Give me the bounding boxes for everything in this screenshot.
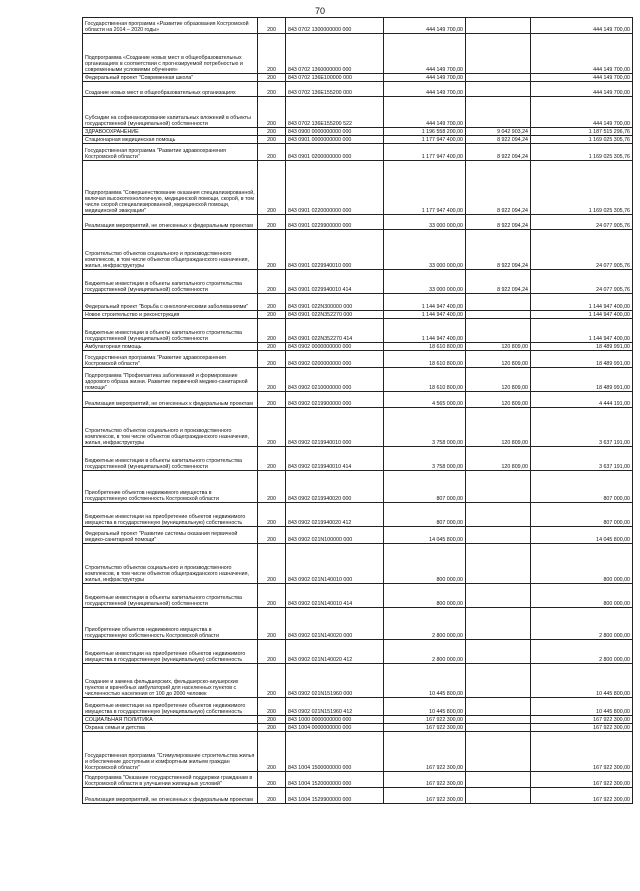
row-region: 1 169 025 305,76 [531,161,633,215]
row-region: 4 444 191,00 [531,392,633,408]
row-code: 843 0702 1360000000 000 [286,34,384,74]
table-row [83,128,633,136]
row-region: 2 800 000,00 [531,640,633,664]
row-name: Бюджетные инвестиции в объекты капитального строительства государственной (муниципальной) собственности [83,319,258,343]
row-name: Федеральный проект "Современная школа" [83,74,258,82]
row-federal [466,724,531,732]
row-region: 1 169 025 305,76 [531,136,633,144]
row-region: 167 922 300,00 [531,772,633,788]
table-row [83,215,633,230]
row-name: Федеральный проект "Развитие системы оказания первичной медико-санитарной помощи" [83,527,258,544]
row-code: 843 0901 022N300000 000 [286,294,384,311]
row-total: 2 800 000,00 [384,640,466,664]
row-vid: 200 [258,447,286,471]
row-code: 843 0901 0000000000 000 [286,136,384,144]
row-code: 843 0702 136E155200 000 [286,82,384,97]
row-federal: 8 922 094,24 [466,161,531,215]
row-region: 167 922 300,00 [531,724,633,732]
row-code: 843 0702 1300000000 000 [286,18,384,34]
row-code: 843 0902 0219940020 000 [286,471,384,503]
row-code: 843 0902 021N140010 000 [286,544,384,584]
table-row [83,698,633,716]
table-row [83,732,633,772]
table-row [83,716,633,724]
row-vid: 200 [258,503,286,527]
row-federal: 8 922 094,24 [466,215,531,230]
row-name: Бюджетные инвестиции на приобретение объектов недвижимого имущества в государственную (муниципальную) собственность [83,503,258,527]
table-row [83,82,633,97]
row-code: 843 0902 0000000000 000 [286,343,384,351]
row-code: 843 0901 0200000000 000 [286,144,384,161]
row-name: Подпрограмма "Профилактика заболеваний и формирование здорового образа жизни. Развитие первичной медико-санитарной помощи" [83,368,258,392]
row-total: 18 610 800,00 [384,368,466,392]
row-vid: 200 [258,97,286,128]
row-total: 1 144 947 400,00 [384,311,466,319]
row-total: 1 177 947 400,00 [384,136,466,144]
row-vid: 200 [258,18,286,34]
row-federal [466,82,531,97]
row-name: Строительство объектов социального и производственного комплексов, в том числе объектов общегражданского назначения, жилья, инфраструктуры [83,544,258,584]
row-federal: 8 922 094,24 [466,230,531,270]
row-code: 843 0902 021N140020 412 [286,640,384,664]
row-federal [466,664,531,698]
row-name: Реализация мероприятий, не отнесенных к федеральным проектам [83,215,258,230]
row-code: 843 0902 0219900000 000 [286,392,384,408]
table-row [83,503,633,527]
row-vid: 200 [258,698,286,716]
row-federal: 120 809,00 [466,343,531,351]
row-name: СОЦИАЛЬНАЯ ПОЛИТИКА [83,716,258,724]
row-vid: 200 [258,294,286,311]
table-row [83,294,633,311]
row-vid: 200 [258,544,286,584]
row-name: ЗДРАВООХРАНЕНИЕ [83,128,258,136]
row-code: 843 0902 021N100000 000 [286,527,384,544]
row-code: 843 0902 0219940010 000 [286,408,384,447]
row-federal: 120 809,00 [466,368,531,392]
row-total: 800 000,00 [384,584,466,608]
row-name: Подпрограмма "Совершенствование оказания специализированной, включая высокотехнологичную, медицинской помощи, скорой, в том числе скорой специализированной, медицинской помощи, медицинской эвакуации" [83,161,258,215]
row-name: Новое строительство и реконструкция [83,311,258,319]
row-vid: 200 [258,608,286,640]
row-name: Реализация мероприятий, не отнесенных к федеральным проектам [83,392,258,408]
row-federal [466,608,531,640]
row-region: 800 000,00 [531,544,633,584]
row-code: 843 1000 0000000000 000 [286,716,384,724]
row-name: Подпрограмма "Оказание государственной поддержки гражданам в Костромской области в улучшении жилищных условий" [83,772,258,788]
row-code: 843 0702 136E100000 000 [286,74,384,82]
table-row [83,270,633,294]
row-total: 444 149 700,00 [384,97,466,128]
table-row [83,368,633,392]
row-region: 18 489 991,00 [531,343,633,351]
row-total: 3 758 000,00 [384,447,466,471]
row-name: Приобретение объектов недвижимого имущества в государственную собственность Костромской области [83,471,258,503]
row-federal [466,772,531,788]
row-code: 843 1004 1520000000 000 [286,772,384,788]
row-vid: 200 [258,716,286,724]
table-row [83,97,633,128]
row-total: 1 144 947 400,00 [384,294,466,311]
row-code: 843 0902 0219940010 414 [286,447,384,471]
row-region: 24 077 905,76 [531,230,633,270]
row-region: 3 637 191,00 [531,447,633,471]
table-row [83,74,633,82]
table-row [83,161,633,215]
row-region: 807 000,00 [531,503,633,527]
row-vid: 200 [258,640,286,664]
row-name: Реализация мероприятий, не отнесенных к федеральным проектам [83,788,258,804]
row-federal [466,471,531,503]
row-federal: 9 042 903,24 [466,128,531,136]
table-row [83,772,633,788]
row-code: 843 0902 021N151960 000 [286,664,384,698]
row-total: 10 445 800,00 [384,698,466,716]
row-code: 843 0902 021N151960 412 [286,698,384,716]
row-region: 444 149 700,00 [531,97,633,128]
table-row [83,724,633,732]
row-vid: 200 [258,788,286,804]
row-vid: 200 [258,311,286,319]
row-vid: 200 [258,230,286,270]
page-number: 70 [314,6,325,16]
row-region: 24 077 905,76 [531,215,633,230]
row-total: 33 000 000,00 [384,215,466,230]
row-federal [466,18,531,34]
table-row [83,136,633,144]
row-code: 843 1004 1529900000 000 [286,788,384,804]
row-name: Строительство объектов социального и производственного комплексов, в том числе объектов общегражданского назначения, жилья, инфраструктуры [83,408,258,447]
table-row [83,447,633,471]
row-region: 800 000,00 [531,584,633,608]
row-name: Подпрограмма «Создание новых мест в общеобразовательных организациях в соответствии с прогнозируемой потребностью и современными условиями обучения» [83,34,258,74]
row-name: Государственная программа «Развитие образования Костромской области на 2014 – 2020 годы» [83,18,258,34]
table-row [83,311,633,319]
table-row [83,640,633,664]
row-federal [466,74,531,82]
row-code: 843 0902 021N140010 414 [286,584,384,608]
row-federal [466,527,531,544]
row-vid: 200 [258,368,286,392]
row-federal: 120 809,00 [466,351,531,368]
row-vid: 200 [258,34,286,74]
row-code: 843 0902 0200000000 000 [286,351,384,368]
row-vid: 200 [258,584,286,608]
row-code: 843 0901 0220000000 000 [286,161,384,215]
row-total: 18 610 800,00 [384,351,466,368]
row-region: 10 445 800,00 [531,698,633,716]
row-total: 444 149 700,00 [384,74,466,82]
row-vid: 200 [258,270,286,294]
row-region: 1 169 025 305,76 [531,144,633,161]
row-region: 1 144 947 400,00 [531,311,633,319]
row-vid: 200 [258,161,286,215]
row-region: 444 149 700,00 [531,18,633,34]
row-total: 167 922 300,00 [384,724,466,732]
row-vid: 200 [258,144,286,161]
row-total: 18 610 800,00 [384,343,466,351]
row-total: 444 149 700,00 [384,18,466,34]
row-federal: 8 922 094,24 [466,270,531,294]
row-total: 167 922 300,00 [384,716,466,724]
row-name: Субсидии на софинансирование капитальных вложений в объекты государственной (муниципальной) собственности [83,97,258,128]
row-total: 1 177 947 400,00 [384,161,466,215]
row-code: 843 1004 0000000000 000 [286,724,384,732]
row-federal [466,584,531,608]
row-federal: 8 922 094,24 [466,144,531,161]
row-federal [466,716,531,724]
table-row [83,664,633,698]
table-row [83,527,633,544]
row-federal [466,319,531,343]
row-vid: 200 [258,527,286,544]
table-row [83,319,633,343]
row-region: 2 800 000,00 [531,608,633,640]
row-code: 843 0902 0219940020 412 [286,503,384,527]
row-federal [466,640,531,664]
row-region: 1 144 947 400,00 [531,294,633,311]
table-row [83,343,633,351]
row-vid: 200 [258,215,286,230]
row-region: 10 445 800,00 [531,664,633,698]
row-total: 167 922 300,00 [384,732,466,772]
row-name: Бюджетные инвестиции в объекты капитального строительства государственной (муниципальной) собственности [83,447,258,471]
row-code: 843 1004 1500000000 000 [286,732,384,772]
row-federal [466,503,531,527]
row-region: 167 922 300,00 [531,716,633,724]
row-code: 843 0901 0229940010 414 [286,270,384,294]
row-region: 18 489 991,00 [531,351,633,368]
row-code: 843 0901 022N352270 000 [286,311,384,319]
row-name: Бюджетные инвестиции на приобретение объектов недвижимого имущества в государственную (муниципальную) собственность [83,698,258,716]
row-total: 4 565 000,00 [384,392,466,408]
row-code: 843 0902 021N140020 000 [286,608,384,640]
table-row [83,471,633,503]
row-name: Государственная программа "Стимулирование строительства жилья и обеспечение доступным и комфортным жильем граждан Костромской области" [83,732,258,772]
row-total: 167 922 300,00 [384,788,466,804]
row-federal [466,294,531,311]
row-name: Создание новых мест в общеобразовательных организациях [83,82,258,97]
row-total: 1 196 558 200,00 [384,128,466,136]
row-total: 167 922 300,00 [384,772,466,788]
row-total: 800 000,00 [384,544,466,584]
table-row [83,544,633,584]
row-vid: 200 [258,82,286,97]
row-vid: 200 [258,408,286,447]
row-total: 444 149 700,00 [384,82,466,97]
row-federal [466,732,531,772]
row-region: 18 489 991,00 [531,368,633,392]
row-vid: 200 [258,732,286,772]
row-federal [466,34,531,74]
table-row [83,351,633,368]
table-row [83,230,633,270]
table-row [83,18,633,34]
row-total: 33 000 000,00 [384,230,466,270]
row-region: 3 637 191,00 [531,408,633,447]
row-region: 167 922 300,00 [531,788,633,804]
table-row [83,144,633,161]
row-vid: 200 [258,343,286,351]
row-federal [466,698,531,716]
row-code: 843 0702 136E155200 522 [286,97,384,128]
row-vid: 200 [258,471,286,503]
row-vid: 200 [258,664,286,698]
row-name: Создание и замена фельдшерских, фельдшерско-акушерских пунктов и врачебных амбулаторий для населенных пунктов с численностью населения от 100 до 2000 человек [83,664,258,698]
row-code: 843 0900 0000000000 000 [286,128,384,136]
row-vid: 200 [258,772,286,788]
row-total: 807 000,00 [384,503,466,527]
row-total: 10 445 800,00 [384,664,466,698]
row-region: 444 149 700,00 [531,82,633,97]
table-row [83,788,633,804]
row-region: 24 077 905,76 [531,270,633,294]
row-region: 1 144 947 400,00 [531,319,633,343]
row-name: Приобретение объектов недвижимого имущества в государственную собственность Костромской области [83,608,258,640]
row-region: 14 045 800,00 [531,527,633,544]
row-federal [466,311,531,319]
table-row [83,584,633,608]
row-name: Бюджетные инвестиции на приобретение объектов недвижимого имущества в государственную (муниципальную) собственность [83,640,258,664]
row-name: Государственная программа "Развитие здравоохранения Костромской области" [83,351,258,368]
row-name: Охрана семьи и детства [83,724,258,732]
row-total: 2 800 000,00 [384,608,466,640]
table-row [83,392,633,408]
table-row [83,408,633,447]
row-federal [466,544,531,584]
row-code: 843 0901 0229900000 000 [286,215,384,230]
row-vid: 200 [258,128,286,136]
row-total: 1 144 947 400,00 [384,319,466,343]
row-total: 14 045 800,00 [384,527,466,544]
row-region: 807 000,00 [531,471,633,503]
row-federal [466,97,531,128]
row-vid: 200 [258,351,286,368]
row-name: Государственная программа "Развитие здравоохранения Костромской области" [83,144,258,161]
row-federal: 120 809,00 [466,408,531,447]
row-total: 444 149 700,00 [384,34,466,74]
row-name: Бюджетные инвестиции в объекты капитального строительства государственной (муниципальной) собственности [83,584,258,608]
row-code: 843 0901 022N352270 414 [286,319,384,343]
row-federal: 8 922 094,24 [466,136,531,144]
row-total: 33 000 000,00 [384,270,466,294]
row-vid: 200 [258,136,286,144]
row-federal: 120 809,00 [466,392,531,408]
budget-table [82,17,633,804]
row-name: Строительство объектов социального и производственного комплексов, в том числе объектов общегражданского назначения, жилья, инфраструктуры [83,230,258,270]
row-name: Федеральный проект "Борьба с онкологическими заболеваниями" [83,294,258,311]
row-region: 167 922 300,00 [531,732,633,772]
table-row [83,34,633,74]
row-code: 843 0901 0229940010 000 [286,230,384,270]
row-vid: 200 [258,319,286,343]
row-code: 843 0902 0210000000 000 [286,368,384,392]
row-vid: 200 [258,724,286,732]
row-name: Стационарная медицинская помощь [83,136,258,144]
row-name: Бюджетные инвестиции в объекты капитального строительства государственной (муниципальной) собственности [83,270,258,294]
row-name: Амбулаторная помощь [83,343,258,351]
row-vid: 200 [258,74,286,82]
row-federal: 120 809,00 [466,447,531,471]
row-region: 444 149 700,00 [531,34,633,74]
table-row [83,608,633,640]
row-region: 1 187 515 296,76 [531,128,633,136]
row-total: 3 758 000,00 [384,408,466,447]
row-federal [466,788,531,804]
row-vid: 200 [258,392,286,408]
row-total: 807 000,00 [384,471,466,503]
row-region: 444 149 700,00 [531,74,633,82]
row-total: 1 177 947 400,00 [384,144,466,161]
